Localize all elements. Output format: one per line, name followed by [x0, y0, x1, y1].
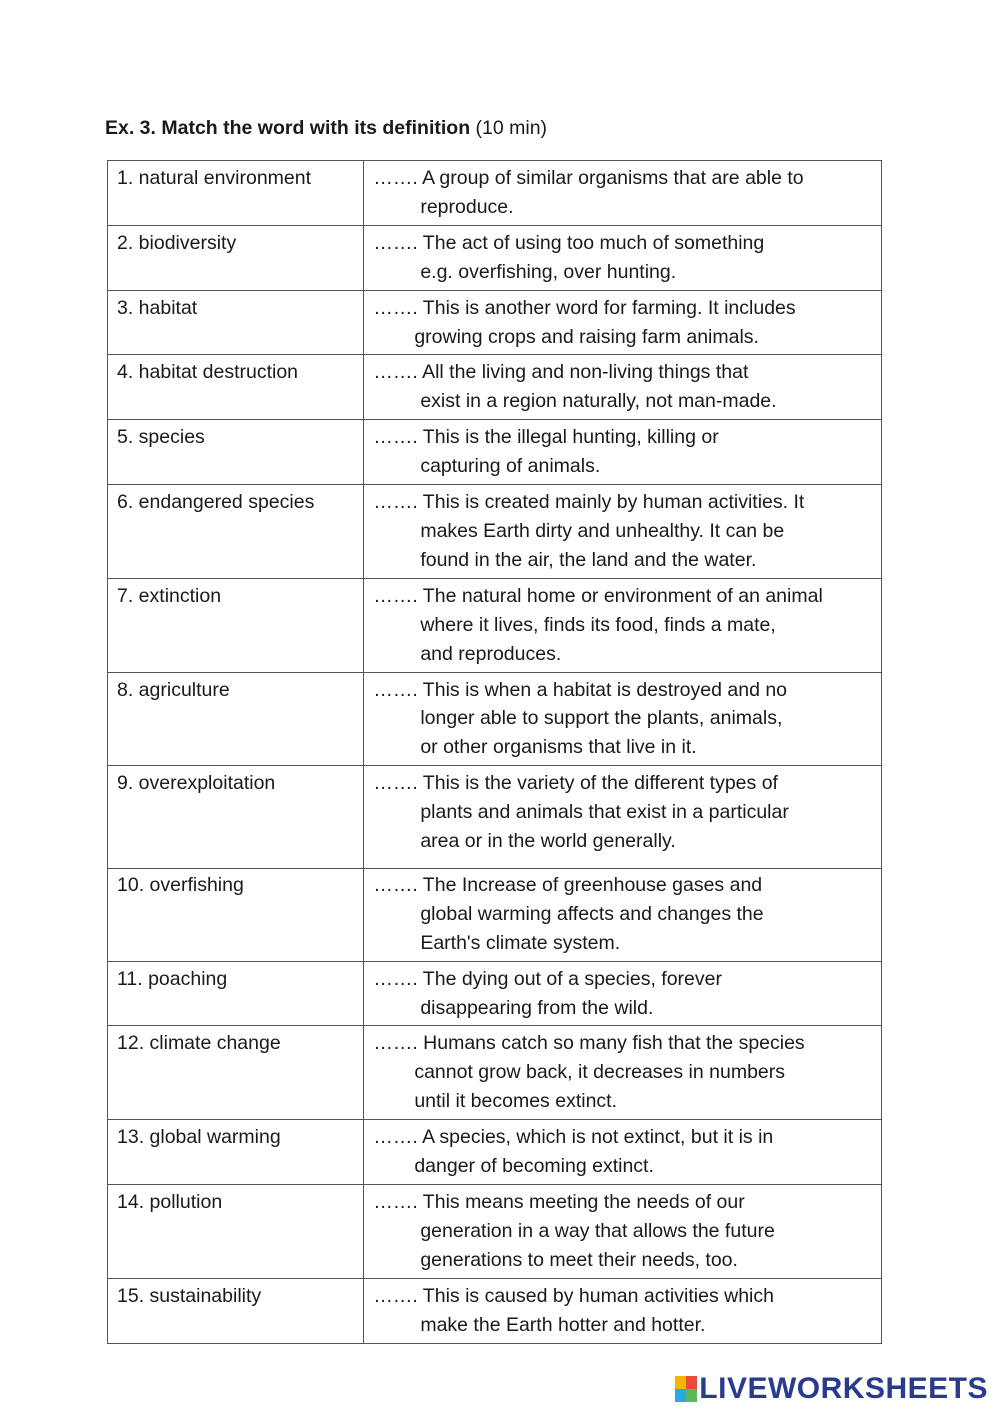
word-cell: 13. global warming — [108, 1120, 364, 1185]
word-cell: 15. sustainability — [108, 1278, 364, 1343]
definition-continuation: danger of becoming extinct. — [414, 1155, 654, 1178]
matching-rows — [108, 161, 882, 1344]
definition-cell — [364, 1278, 882, 1343]
word-cell: 3. habitat — [108, 290, 364, 355]
definition-cell — [364, 225, 882, 290]
definition-continuation: capturing of animals. — [420, 455, 601, 478]
definition-line: ……. A group of similar organisms that are able to — [373, 167, 804, 189]
definition-cell — [364, 961, 882, 1026]
definition-continuation: area or in the world generally. — [420, 830, 676, 853]
definition-continuation: disappearing from the wild. — [420, 996, 654, 1019]
definition-line: ……. The natural home or environment of an animal — [373, 584, 823, 607]
definition-cell — [364, 485, 882, 579]
definition-continuation: e.g. overfishing, over hunting. — [420, 260, 677, 283]
definition-continuation: where it lives, finds its food, finds a mate, — [420, 613, 776, 636]
logo-square — [686, 1376, 697, 1389]
brand-name: LIVEWORKSHEETS — [699, 1372, 988, 1405]
definition-line: ……. This is caused by human activities which — [373, 1284, 774, 1307]
table-row — [108, 355, 882, 420]
definition-continuation: global warming affects and changes the — [420, 902, 764, 925]
footer-branding — [675, 1372, 988, 1406]
definition-line: ……. This is the variety of the different types of — [373, 772, 778, 795]
word-cell: 5. species — [108, 420, 364, 485]
exercise-heading — [105, 117, 547, 140]
definition-cell — [364, 290, 882, 355]
table-row — [108, 161, 882, 226]
definition-continuation: reproduce. — [420, 195, 514, 218]
definition-line: ……. The Increase of greenhouse gases and — [373, 873, 763, 896]
definition-continuation: plants and animals that exist in a particular — [420, 801, 789, 824]
definition-continuation: longer able to support the plants, animals, — [420, 707, 783, 730]
definition-line: ……. All the living and non-living things that — [373, 361, 749, 384]
definition-cell — [364, 355, 882, 420]
word-cell: 12. climate change — [108, 1026, 364, 1120]
definition-cell — [364, 1026, 882, 1120]
table-row — [108, 1278, 882, 1343]
table-row — [108, 290, 882, 355]
exercise-title: Ex. 3. Match the word with its definition — [105, 117, 471, 139]
definition-line: ……. The act of using too much of something — [373, 231, 765, 254]
definition-cell — [364, 420, 882, 485]
table-row — [108, 420, 882, 485]
word-cell: 2. biodiversity — [108, 225, 364, 290]
definition-cell — [364, 578, 882, 672]
table-row — [108, 1185, 882, 1279]
table-row — [108, 766, 882, 869]
table-row — [108, 961, 882, 1026]
logo-square — [675, 1376, 686, 1389]
word-cell: 4. habitat destruction — [108, 355, 364, 420]
logo-square — [686, 1389, 697, 1402]
definition-continuation: until it becomes extinct. — [414, 1090, 618, 1113]
definition-line: ……. This is created mainly by human activities. It — [373, 491, 805, 514]
definition-continuation: generation in a way that allows the future — [420, 1219, 775, 1242]
table-row — [108, 1120, 882, 1185]
table-row — [108, 672, 882, 766]
definition-continuation: make the Earth hotter and hotter. — [420, 1313, 706, 1336]
definition-cell — [364, 766, 882, 869]
definition-continuation: cannot grow back, it decreases in numbers — [414, 1061, 786, 1084]
definition-continuation: or other organisms that live in it. — [420, 736, 697, 759]
definition-continuation: and reproduces. — [420, 642, 562, 665]
word-cell: 6. endangered species — [108, 485, 364, 579]
logo-square — [675, 1389, 686, 1402]
definition-cell — [364, 1185, 882, 1279]
definition-cell — [364, 1120, 882, 1185]
word-cell: 9. overexploitation — [108, 766, 364, 869]
definition-line: ……. This is when a habitat is destroyed and no — [373, 678, 788, 701]
liveworksheets-logo-icon — [675, 1376, 697, 1402]
definition-continuation: growing crops and raising farm animals. — [414, 325, 759, 348]
word-cell: 11. poaching — [108, 961, 364, 1026]
definition-continuation: Earth's climate system. — [420, 931, 621, 954]
definition-line: ……. This is another word for farming. It includes — [373, 296, 796, 319]
table-row — [108, 578, 882, 672]
word-cell: 8. agriculture — [108, 672, 364, 766]
definition-line: ……. A species, which is not extinct, but it is in — [373, 1126, 774, 1149]
definition-cell — [364, 868, 882, 961]
matching-table — [107, 160, 882, 1344]
table-row — [108, 1026, 882, 1120]
definition-line: ……. Humans catch so many fish that the species — [373, 1032, 805, 1055]
word-cell: 10. overfishing — [108, 868, 364, 961]
definition-continuation: exist in a region naturally, not man-made. — [420, 390, 777, 413]
definition-continuation: found in the air, the land and the water. — [420, 548, 757, 571]
table-row — [108, 868, 882, 961]
definition-cell — [364, 672, 882, 766]
definition-cell — [364, 161, 882, 226]
exercise-time: (10 min) — [470, 117, 548, 139]
table-row — [108, 485, 882, 579]
word-cell: 7. extinction — [108, 578, 364, 672]
definition-continuation: makes Earth dirty and unhealthy. It can be — [420, 519, 785, 542]
word-cell: 1. natural environment — [108, 161, 364, 226]
definition-line: ……. This is the illegal hunting, killing or — [373, 426, 719, 449]
table-row — [108, 225, 882, 290]
definition-line: ……. The dying out of a species, forever — [373, 967, 722, 990]
definition-line: ……. This means meeting the needs of our — [373, 1191, 745, 1213]
definition-continuation: generations to meet their needs, too. — [420, 1248, 738, 1271]
word-cell: 14. pollution — [108, 1185, 364, 1279]
